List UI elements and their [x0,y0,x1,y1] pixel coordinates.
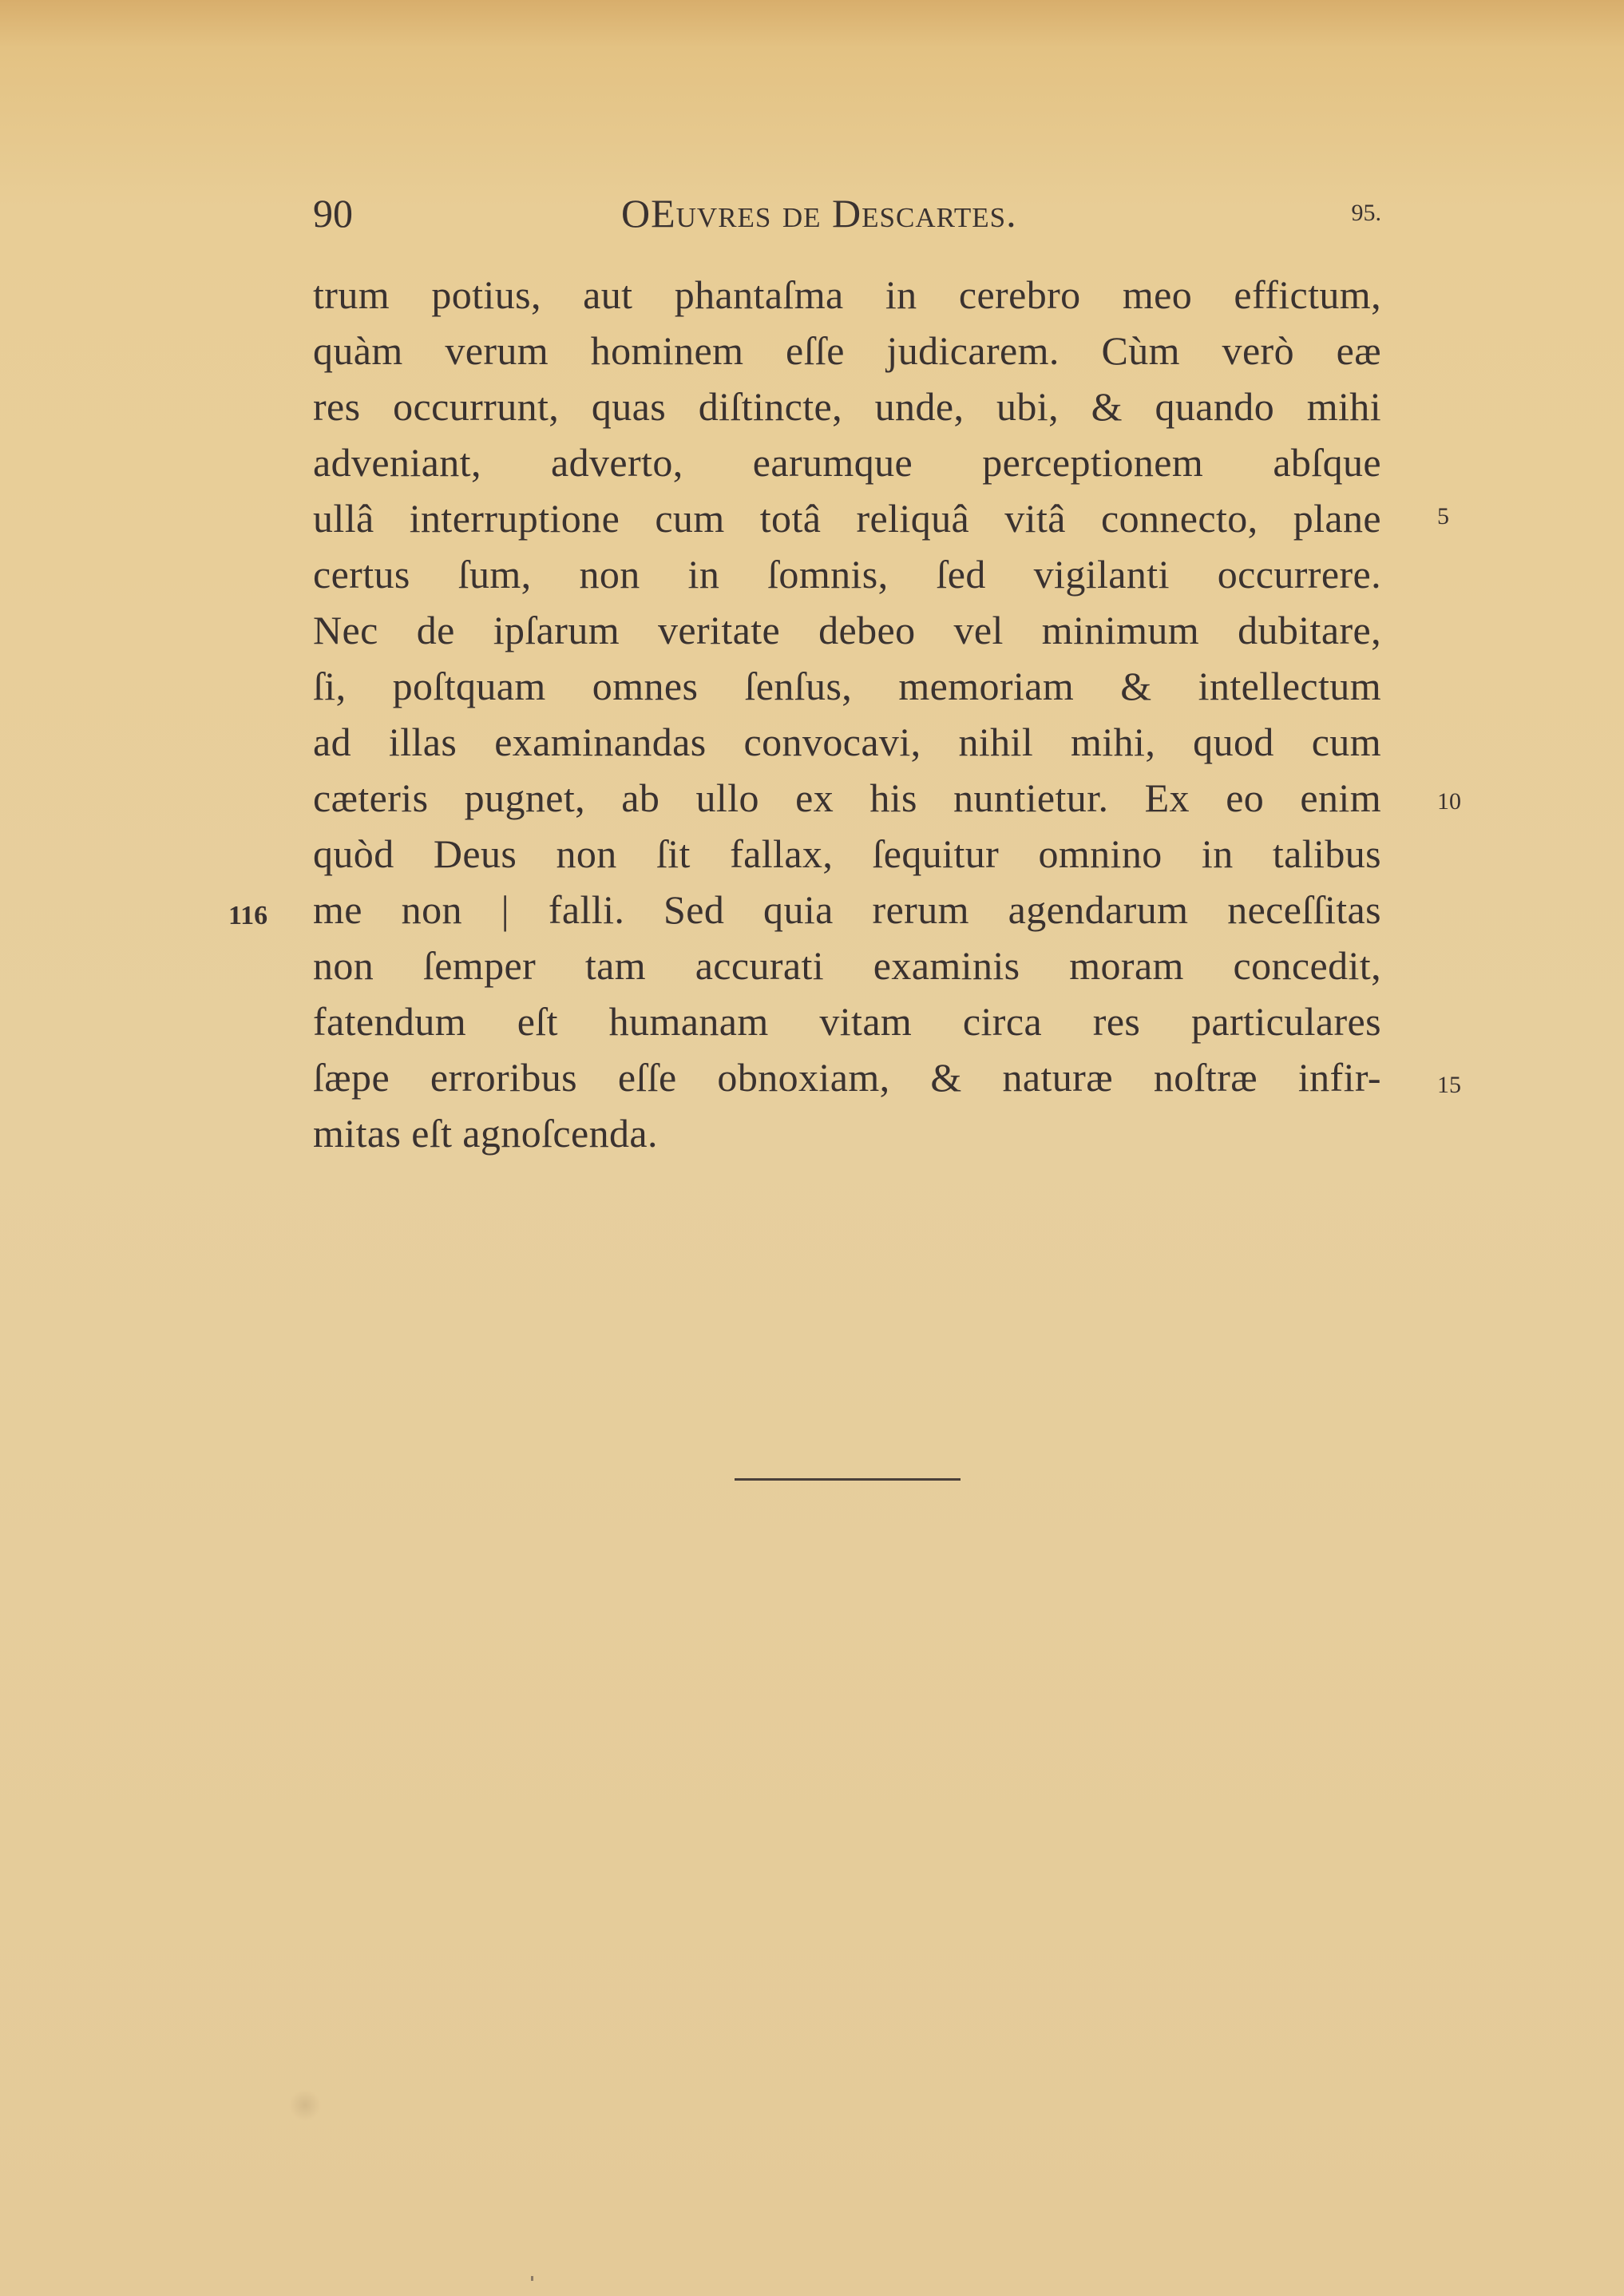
text-line: certus ſum, non in ſomnis, ſed vigilanti occurrere. [313,552,1381,597]
text-line: ſæpe erroribus eſſe obnoxiam, & naturæ noſtræ infir- [313,1055,1381,1100]
text-line: Nec de ipſarum veritate debeo vel minimum dubitare, [313,608,1381,652]
text-line: fatendum eſt humanam vitam circa res particulares [313,999,1381,1044]
original-page-reference: 95. [1351,200,1381,226]
text-line: ullâ interruptione cum totâ reliquâ vitâ connecto, plane [313,496,1381,541]
end-rule-divider [735,1478,961,1481]
paper-smudge [289,2089,321,2121]
text-line: quàm verum hominem eſſe judicarem. Cùm verò eæ [313,328,1381,373]
text-line: me non | falli. Sed quia rerum agendarum neceſſitas [313,887,1381,932]
text-line: ad illas examinandas convocavi, nihil mihi, quod cum [313,720,1381,764]
page-number: 90 [313,191,353,236]
text-line: res occurrunt, quas diſtincte, unde, ubi, & quando mihi [313,384,1381,429]
running-head [313,190,1381,238]
paper-speck [531,2276,533,2281]
edition-page-marker: 116 [228,901,268,930]
text-line: ſi, poſtquam omnes ſenſus, memoriam & intellectum [313,664,1381,708]
line-number-marker: 5 [1437,503,1449,529]
text-line: trum potius, aut phantaſma in cerebro meo effictum, [313,272,1381,317]
text-line: adveniant, adverto, earumque perceptionem abſque [313,440,1381,485]
text-line: mitas eſt agnoſcenda. [313,1111,658,1156]
text-block [313,267,1381,1161]
text-line: non ſemper tam accurati examinis moram concedit, [313,943,1381,988]
line-number-marker: 10 [1437,788,1461,815]
text-line: quòd Deus non ſit fallax, ſequitur omnino in talibus [313,831,1381,876]
book-title: OEuvres de Descartes. [621,191,1017,236]
line-number-marker: 15 [1437,1072,1461,1098]
text-line: cæteris pugnet, ab ullo ex his nuntietur. Ex eo enim [313,775,1381,820]
